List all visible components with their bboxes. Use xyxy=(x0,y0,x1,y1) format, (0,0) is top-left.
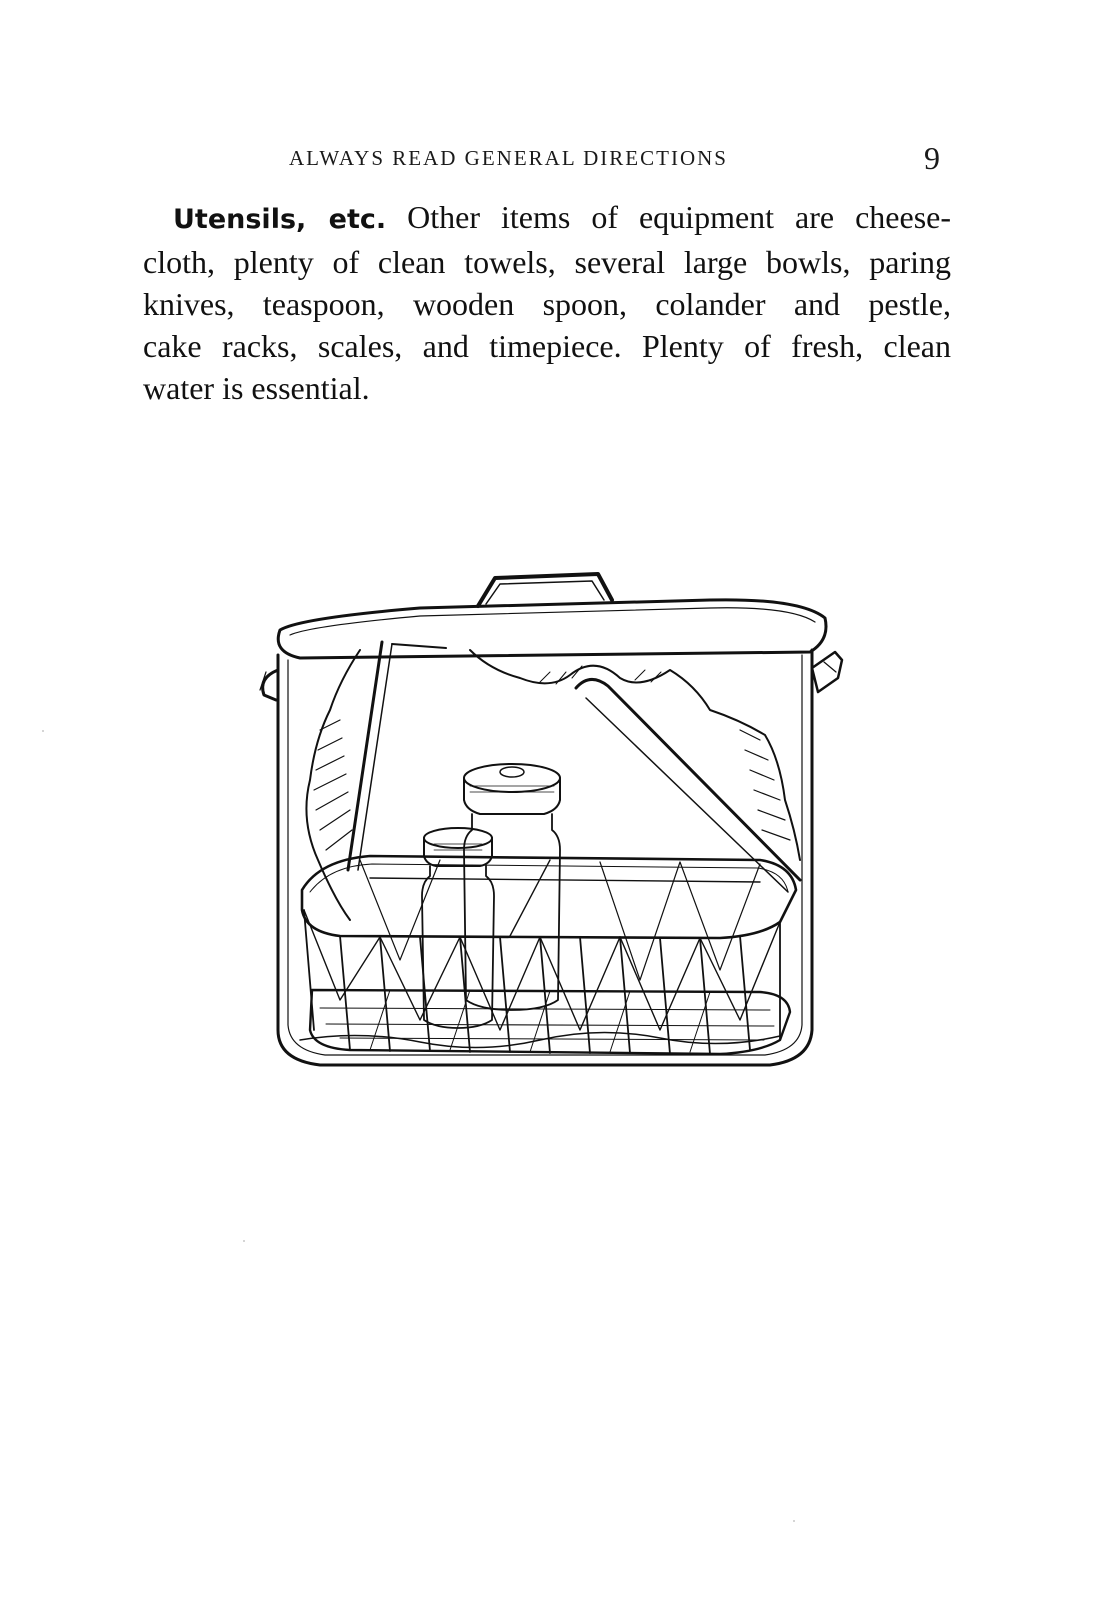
paper-speck xyxy=(793,1520,795,1522)
paragraph-line-5: water is essential. xyxy=(143,370,370,406)
paragraph-line-3: knives, teaspoon, wooden spoon, colander and pestle, xyxy=(143,286,951,322)
paper-speck xyxy=(243,1240,245,1242)
paragraph-line-1 xyxy=(143,196,951,241)
rack-lift-handles xyxy=(348,642,800,892)
running-head: ALWAYS READ GENERAL DIRECTIONS xyxy=(289,146,728,170)
lid xyxy=(278,574,826,658)
canner-illustration xyxy=(240,560,860,1100)
page-number: 9 xyxy=(924,140,940,176)
paragraph-line-1-text: Other items of equipment are cheese- xyxy=(407,199,952,235)
paragraph-line-4: cake racks, scales, and timepiece. Plenty of fresh, clean xyxy=(143,328,951,364)
run-in-heading: Utensils, etc. xyxy=(173,204,387,235)
paper-speck xyxy=(42,730,44,732)
wire-rack xyxy=(302,856,796,1054)
paragraph-utensils xyxy=(143,196,951,409)
side-handles xyxy=(260,652,842,700)
jars xyxy=(422,764,560,1028)
paragraph-line-2: cloth, plenty of clean towels, several large bowls, paring xyxy=(143,244,951,280)
